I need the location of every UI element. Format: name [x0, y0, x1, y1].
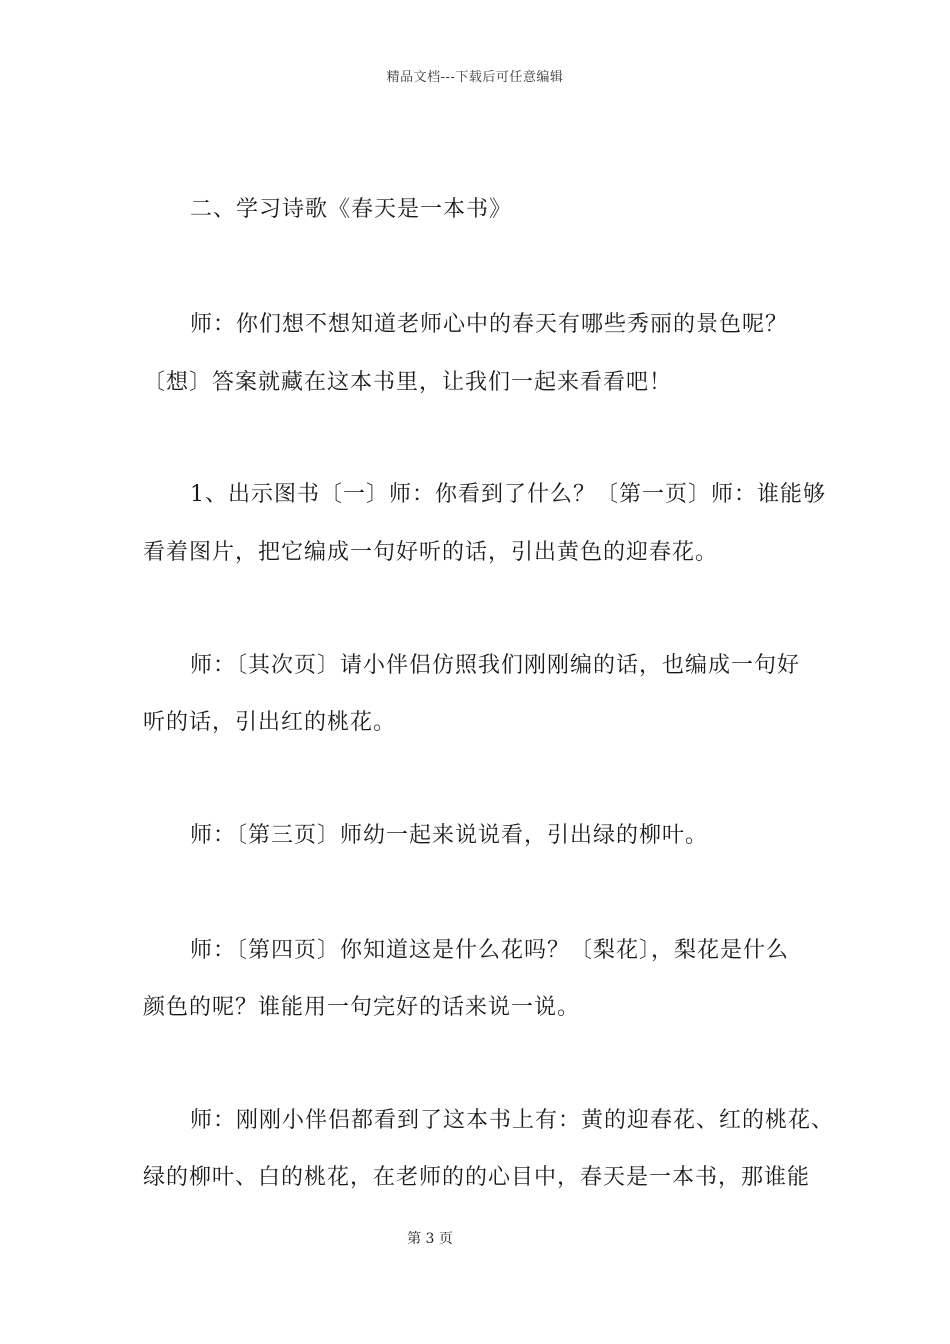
paragraph-5-line-2: 颜色的呢？谁能用一句完好的话来说一说。 [143, 995, 581, 1020]
paragraph-3-line-2: 听的话，引出红的桃花。 [143, 710, 397, 735]
paragraph-1-line-1: 师：你们想不想知道老师心中的春天有哪些秀丽的景色呢？ [190, 312, 789, 337]
page-header: 精品文档---下载后可任意编辑 [386, 70, 564, 85]
paragraph-1-line-2: 〔想〕答案就藏在这本书里，让我们一起来看看吧！ [143, 370, 673, 395]
paragraph-6-line-1: 师：刚刚小伴侣都看到了这本书上有：黄的迎春花、红的桃花、 [190, 1108, 835, 1133]
paragraph-3-line-1: 师：〔其次页〕请小伴侣仿照我们刚刚编的话，也编成一句好 [190, 653, 801, 678]
paragraph-5-line-1: 师：〔第四页〕你知道这是什么花吗？〔梨花〕，梨花是什么 [190, 938, 790, 963]
section-title: 二、学习诗歌《春天是一本书》 [190, 197, 513, 222]
page-number: 第 3 页 [407, 1231, 453, 1247]
paragraph-4-line-1: 师：〔第三页〕师幼一起来说说看，引出绿的柳叶。 [190, 823, 709, 848]
paragraph-6-line-2: 绿的柳叶、白的桃花，在老师的的心目中，春天是一本书，那谁能 [143, 1165, 811, 1190]
paragraph-2-line-2: 看着图片，把它编成一句好听的话，引出黄色的迎春花。 [143, 540, 719, 565]
paragraph-2-line-1: 1、出示图书〔一〕师：你看到了什么？〔第一页〕师：谁能够 [190, 482, 826, 507]
